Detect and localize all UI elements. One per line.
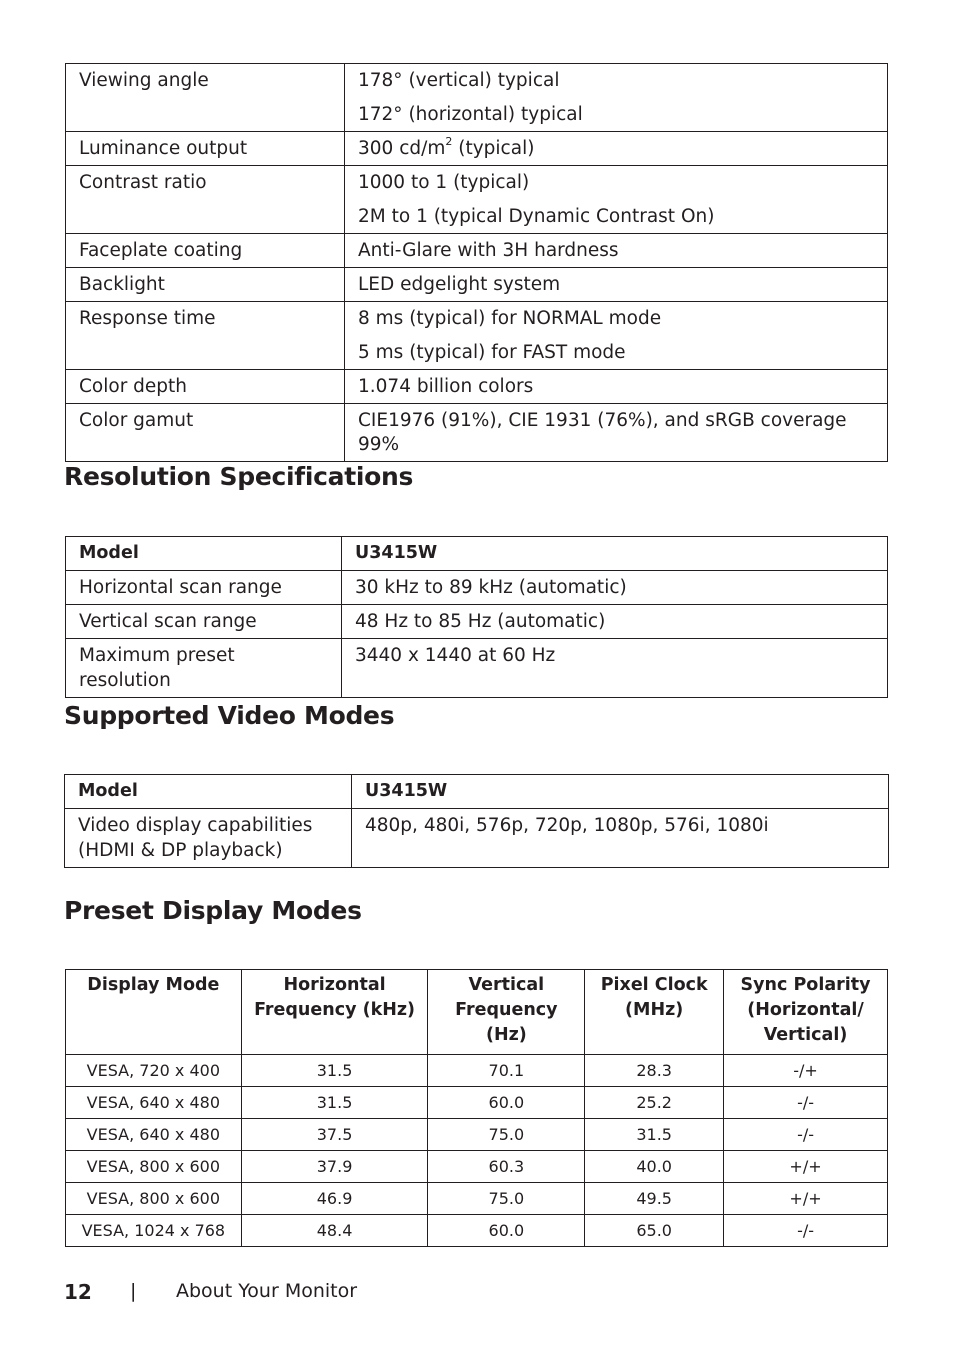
table-row	[66, 404, 888, 462]
table-header-row	[65, 775, 889, 809]
header-cell	[724, 970, 888, 1055]
spec-value	[345, 132, 888, 166]
row-value: 30 kHz to 89 kHz (automatic)	[342, 571, 888, 605]
table-row	[66, 1087, 888, 1119]
spec-label: Response time	[66, 302, 345, 370]
table-cell: 65.0	[585, 1215, 724, 1247]
spec-value-line: 178° (vertical) typical	[358, 70, 560, 91]
footer-separator: |	[130, 1280, 137, 1302]
table-cell: VESA, 720 x 400	[66, 1055, 242, 1087]
table-cell: 60.0	[428, 1087, 585, 1119]
table-row	[66, 1215, 888, 1247]
header-line: Frequency (kHz)	[254, 1000, 416, 1020]
spec-label: Color gamut	[66, 404, 345, 462]
header-line: (MHz)	[625, 1000, 684, 1020]
spec-value-line: 5 ms (typical) for FAST mode	[358, 342, 626, 363]
spec-label: Color depth	[66, 370, 345, 404]
table-row	[66, 166, 888, 234]
table-row	[66, 1151, 888, 1183]
header-line: (Horizontal/	[747, 1000, 864, 1020]
table-cell: VESA, 640 x 480	[66, 1119, 242, 1151]
table-cell: 28.3	[585, 1055, 724, 1087]
table-row	[66, 234, 888, 268]
table-cell: 60.0	[428, 1215, 585, 1247]
table-header-row	[66, 970, 888, 1055]
spec-value-line: 172° (horizontal) typical	[358, 104, 583, 125]
header-line: Vertical	[468, 975, 545, 995]
spec-value: CIE1976 (91%), CIE 1931 (76%), and sRGB coverage 99%	[345, 404, 888, 462]
table-row	[66, 268, 888, 302]
table-row	[65, 809, 889, 868]
table-cell: 75.0	[428, 1119, 585, 1151]
table-cell: -/-	[724, 1087, 888, 1119]
table-cell: -/-	[724, 1119, 888, 1151]
table-cell: 40.0	[585, 1151, 724, 1183]
table-cell: VESA, 1024 x 768	[66, 1215, 242, 1247]
row-value: 480p, 480i, 576p, 720p, 1080p, 576i, 1080i	[352, 809, 889, 868]
row-label	[65, 809, 352, 868]
spec-value-line: 8 ms (typical) for NORMAL mode	[358, 308, 662, 329]
spec-label: Contrast ratio	[66, 166, 345, 234]
header-line: Display Mode	[87, 975, 220, 995]
header-line: Vertical)	[763, 1025, 848, 1045]
header-line: (Hz)	[485, 1025, 527, 1045]
spec-label: Luminance output	[66, 132, 345, 166]
table-cell: 31.5	[241, 1087, 428, 1119]
spec-label: Backlight	[66, 268, 345, 302]
table-cell: +/+	[724, 1151, 888, 1183]
page-number: 12	[64, 1280, 92, 1304]
row-label: Horizontal scan range	[66, 571, 342, 605]
table-cell: 25.2	[585, 1087, 724, 1119]
video-modes-table	[64, 774, 889, 868]
table-cell: 49.5	[585, 1183, 724, 1215]
spec-value	[345, 302, 888, 370]
preset-modes-heading: Preset Display Modes	[64, 896, 362, 925]
header-cell: Model	[66, 537, 342, 571]
row-value: 48 Hz to 85 Hz (automatic)	[342, 605, 888, 639]
superscript: 2	[445, 134, 453, 148]
spec-value-line: 2M to 1 (typical Dynamic Contrast On)	[358, 206, 715, 227]
table-row	[66, 302, 888, 370]
header-cell	[428, 970, 585, 1055]
spec-label: Viewing angle	[66, 64, 345, 132]
table-cell: 70.1	[428, 1055, 585, 1087]
video-modes-heading: Supported Video Modes	[64, 701, 395, 730]
table-row	[66, 132, 888, 166]
table-cell: VESA, 640 x 480	[66, 1087, 242, 1119]
footer-section-title: About Your Monitor	[176, 1280, 358, 1302]
table-cell: 46.9	[241, 1183, 428, 1215]
header-line: Sync Polarity	[740, 975, 871, 995]
table-cell: 75.0	[428, 1183, 585, 1215]
table-row	[66, 639, 888, 698]
table-cell: VESA, 800 x 600	[66, 1151, 242, 1183]
table-row	[66, 1183, 888, 1215]
table-cell: 48.4	[241, 1215, 428, 1247]
display-specs-table	[65, 63, 888, 462]
table-cell: -/-	[724, 1215, 888, 1247]
preset-modes-table	[65, 969, 888, 1247]
spec-value: Anti-Glare with 3H hardness	[345, 234, 888, 268]
spec-label: Faceplate coating	[66, 234, 345, 268]
row-label-line: (HDMI & DP playback)	[78, 840, 283, 861]
row-label-line: Video display capabilities	[78, 815, 313, 836]
resolution-table	[65, 536, 888, 698]
spec-value	[345, 64, 888, 132]
table-cell: 31.5	[585, 1119, 724, 1151]
spec-value	[345, 166, 888, 234]
table-row	[66, 605, 888, 639]
header-line: Horizontal	[283, 975, 386, 995]
spec-value-text: (typical)	[452, 138, 535, 159]
header-cell	[585, 970, 724, 1055]
row-label: Maximum preset resolution	[66, 639, 342, 698]
table-cell: -/+	[724, 1055, 888, 1087]
table-cell: 31.5	[241, 1055, 428, 1087]
table-cell: 60.3	[428, 1151, 585, 1183]
table-row	[66, 1055, 888, 1087]
spec-value: 1.074 billion colors	[345, 370, 888, 404]
table-row	[66, 1119, 888, 1151]
table-header-row	[66, 537, 888, 571]
header-cell	[66, 970, 242, 1055]
spec-value-line: 1000 to 1 (typical)	[358, 172, 530, 193]
header-cell	[241, 970, 428, 1055]
table-cell: 37.5	[241, 1119, 428, 1151]
spec-value-text: 300 cd/m	[358, 138, 446, 159]
spec-value: LED edgelight system	[345, 268, 888, 302]
header-cell: U3415W	[352, 775, 889, 809]
row-value: 3440 x 1440 at 60 Hz	[342, 639, 888, 698]
table-row	[66, 571, 888, 605]
table-cell: +/+	[724, 1183, 888, 1215]
header-cell: Model	[65, 775, 352, 809]
header-line: Frequency	[455, 1000, 558, 1020]
resolution-heading: Resolution Specifications	[64, 462, 414, 491]
table-cell: VESA, 800 x 600	[66, 1183, 242, 1215]
table-row	[66, 64, 888, 132]
row-label: Vertical scan range	[66, 605, 342, 639]
header-line: Pixel Clock	[600, 975, 708, 995]
header-cell: U3415W	[342, 537, 888, 571]
table-row	[66, 370, 888, 404]
table-cell: 37.9	[241, 1151, 428, 1183]
